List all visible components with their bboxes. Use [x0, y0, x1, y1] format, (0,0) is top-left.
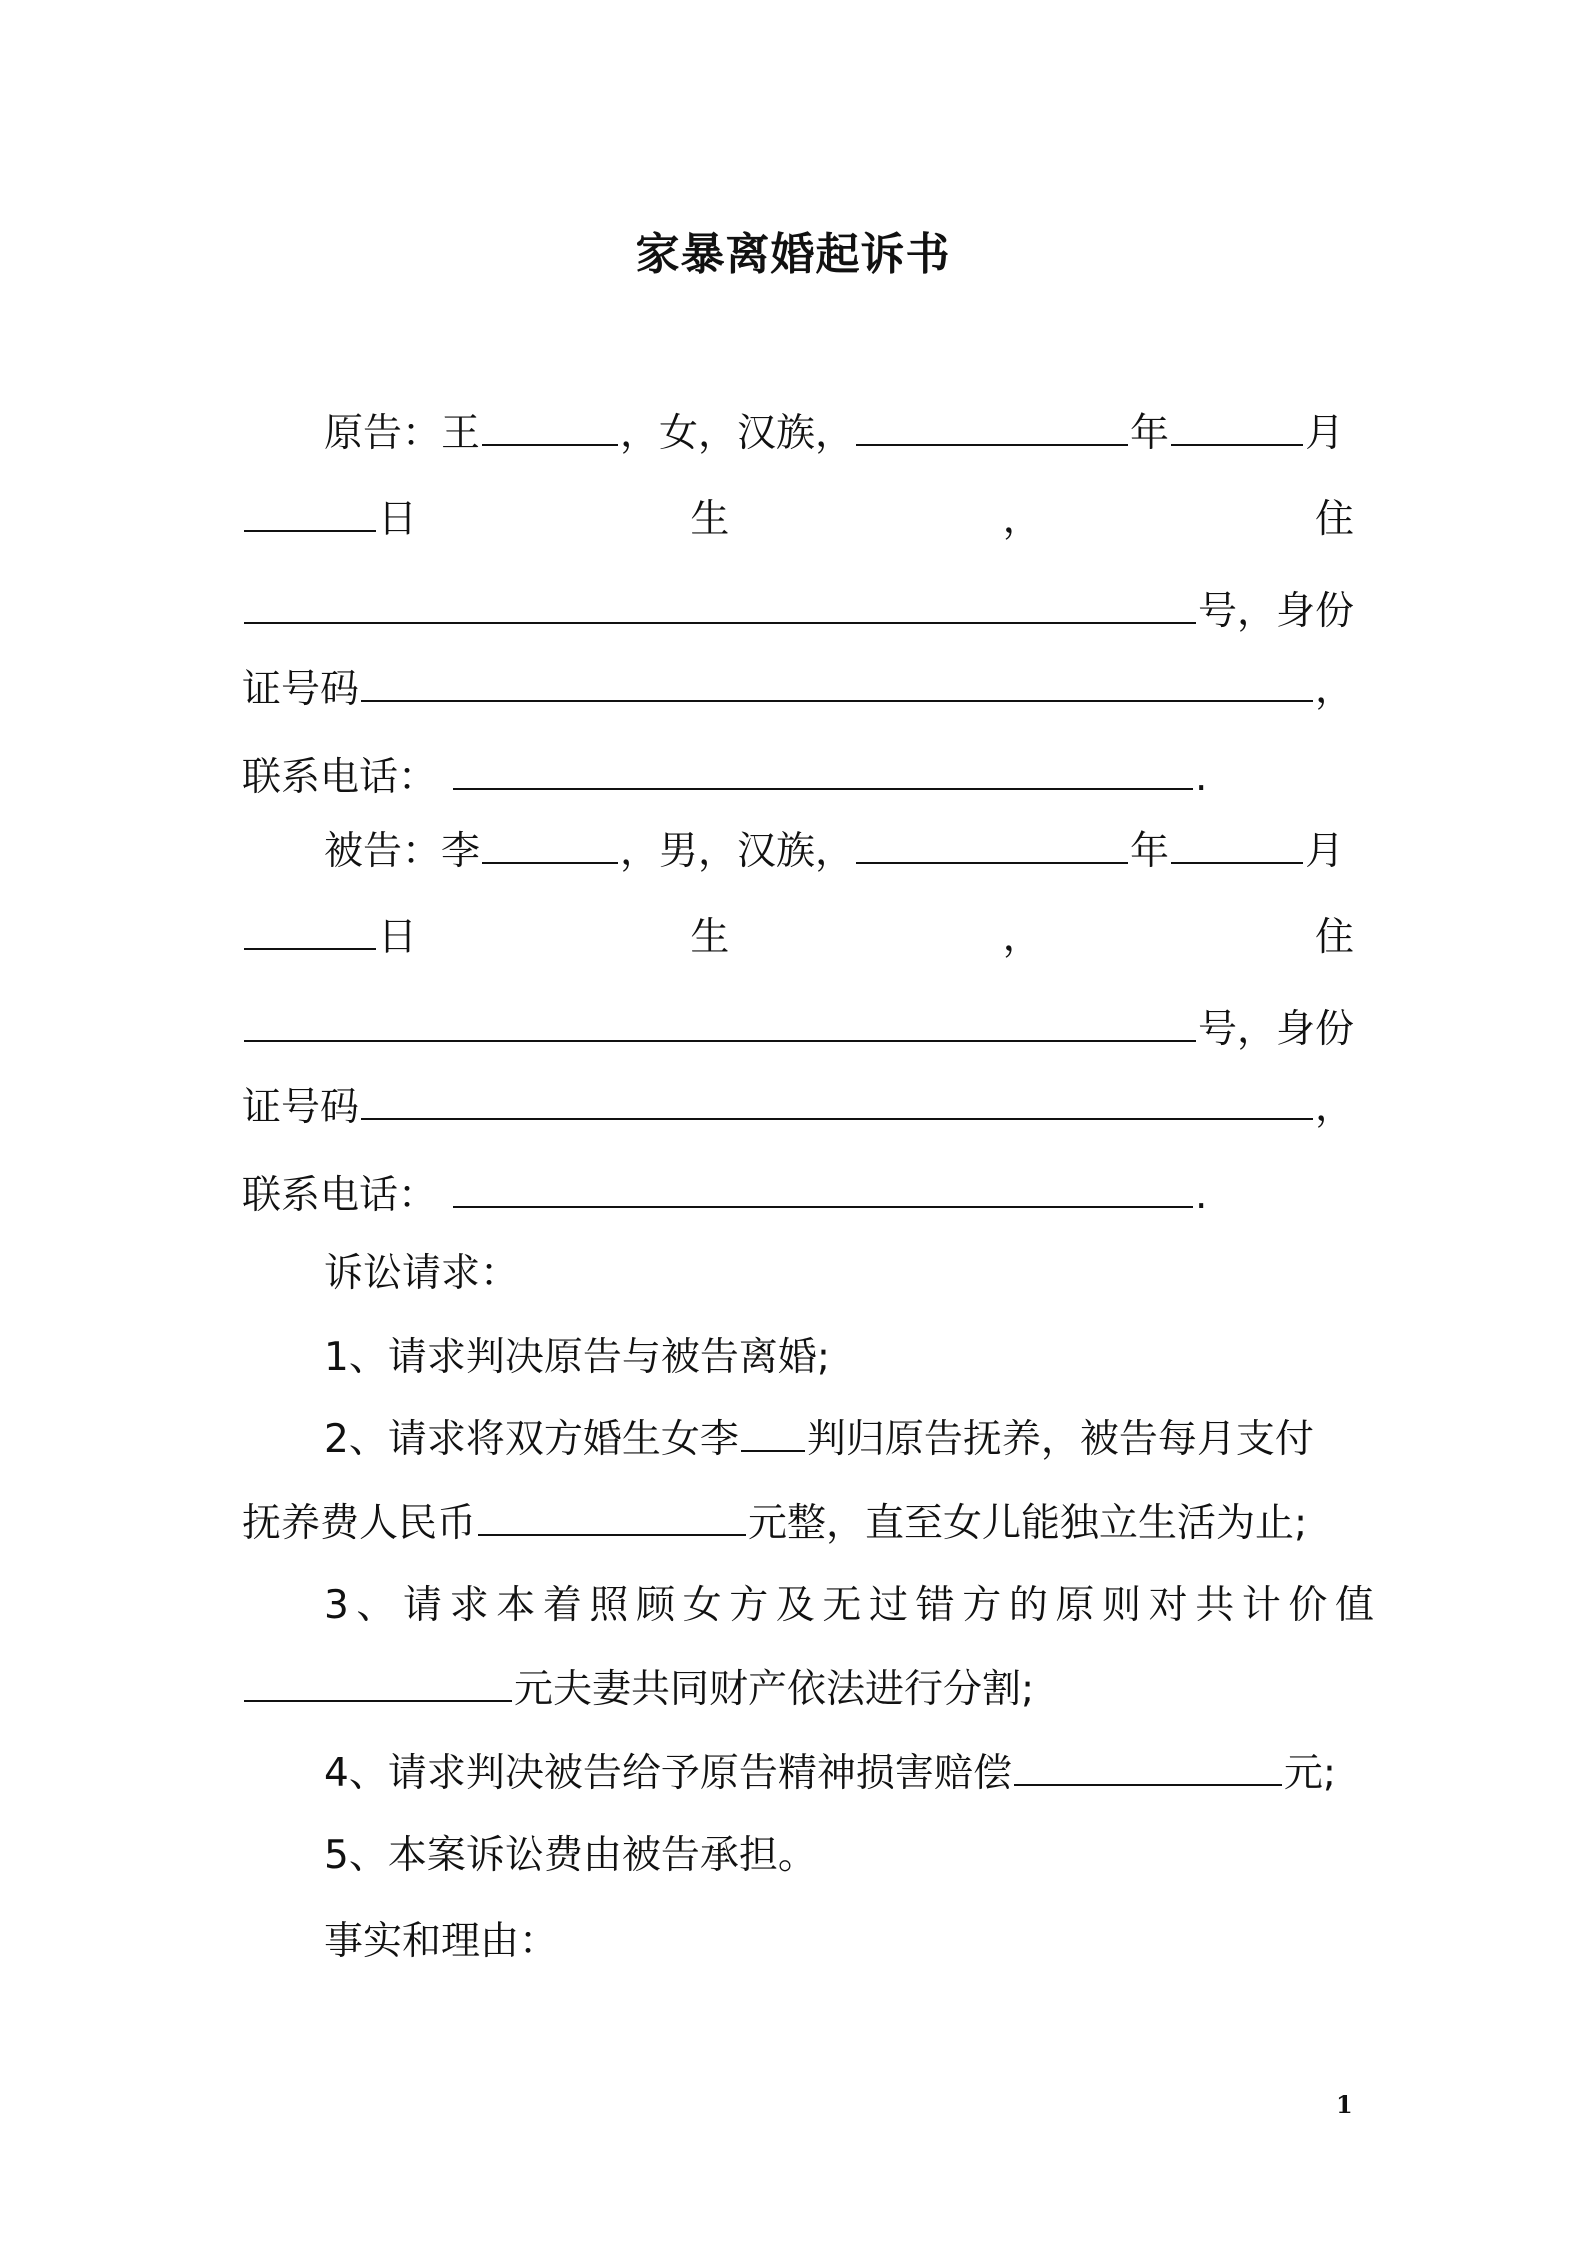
- plaintiff-born-label: 生: [690, 497, 730, 542]
- defendant-phone-label: 联系电话：: [242, 1173, 438, 1218]
- defendant-month-label: 月: [1305, 829, 1345, 874]
- plaintiff-surname: 王: [441, 411, 481, 456]
- defendant-line-5: [242, 1166, 1354, 1226]
- claim-3-line-1: 3、请求本着照顾女方及无过错方的原则对共计价值: [324, 1583, 1382, 1628]
- plaintiff-gender: ，女，汉族，: [620, 411, 855, 456]
- plaintiff-id-blank[interactable]: [361, 664, 1313, 702]
- plaintiff-line-4: [242, 660, 1354, 720]
- defendant-line-3: [242, 1000, 1354, 1060]
- plaintiff-line-2: [242, 490, 1354, 550]
- plaintiff-id-label: 证号码: [242, 667, 360, 712]
- defendant-day-label: 日: [378, 915, 418, 960]
- defendant-year-blank[interactable]: [856, 826, 1128, 864]
- defendant-comma: ，: [1002, 915, 1042, 960]
- claim-5: 5、本案诉讼费由被告承担。: [324, 1833, 817, 1878]
- plaintiff-year-blank[interactable]: [856, 408, 1128, 446]
- claim-4-text-b: 元;: [1283, 1751, 1336, 1796]
- plaintiff-line-1: [242, 404, 1354, 464]
- defendant-day-blank[interactable]: [244, 912, 376, 950]
- damages-amount-blank[interactable]: [1014, 1748, 1282, 1786]
- plaintiff-year-label: 年: [1130, 411, 1170, 456]
- defendant-house-label: 号，身份: [1197, 1007, 1354, 1052]
- page-number: 1: [1336, 2090, 1353, 2119]
- claim-2-text-d: 元整，直至女儿能独立生活为止;: [748, 1501, 1308, 1546]
- defendant-live-label: 住: [1314, 915, 1354, 960]
- claim-4-text-a: 4、请求判决被告给予原告精神损害赔偿: [324, 1751, 1012, 1796]
- defendant-phone-blank[interactable]: [453, 1170, 1193, 1208]
- plaintiff-house-label: 号，身份: [1197, 589, 1354, 634]
- plaintiff-id-end: ，: [1314, 667, 1354, 712]
- defendant-line-2: [242, 908, 1354, 968]
- claim-2-line-1: [242, 1410, 1354, 1470]
- plaintiff-label: 原告：: [324, 411, 442, 456]
- defendant-address-blank[interactable]: [244, 1004, 1196, 1042]
- plaintiff-address-blank[interactable]: [244, 586, 1196, 624]
- property-value-blank[interactable]: [244, 1664, 512, 1702]
- claim-2-text-b: 判归原告抚养，被告每月支付: [806, 1417, 1314, 1462]
- claim-3-line-2: [242, 1660, 1354, 1720]
- claim-4: [242, 1744, 1354, 1804]
- plaintiff-phone-blank[interactable]: [453, 752, 1193, 790]
- defendant-year-label: 年: [1130, 829, 1170, 874]
- plaintiff-day-blank[interactable]: [244, 494, 376, 532]
- plaintiff-phone-label: 联系电话：: [242, 755, 438, 800]
- plaintiff-phone-end: .: [1195, 755, 1208, 800]
- claim-2-text-a: 2、请求将双方婚生女李: [324, 1417, 739, 1462]
- plaintiff-day-label: 日: [378, 497, 418, 542]
- defendant-phone-end: .: [1195, 1173, 1208, 1218]
- defendant-label: 被告：: [324, 829, 442, 874]
- claim-3-text-b: 元夫妻共同财产依法进行分割;: [514, 1667, 1035, 1712]
- defendant-id-label: 证号码: [242, 1085, 360, 1130]
- defendant-line-1: [242, 822, 1354, 882]
- defendant-line-4: [242, 1078, 1354, 1138]
- defendant-born-label: 生: [690, 915, 730, 960]
- defendant-surname: 李: [441, 829, 481, 874]
- daughter-name-blank[interactable]: [741, 1414, 805, 1452]
- claims-heading: 诉讼请求：: [324, 1251, 520, 1296]
- plaintiff-month-label: 月: [1305, 411, 1345, 456]
- claim-1: 1、请求判决原告与被告离婚;: [324, 1335, 830, 1380]
- defendant-gender: ，男，汉族，: [620, 829, 855, 874]
- plaintiff-live-label: 住: [1314, 497, 1354, 542]
- claim-2-line-2: [242, 1494, 1354, 1554]
- defendant-name-blank[interactable]: [482, 826, 618, 864]
- defendant-id-end: ，: [1314, 1085, 1354, 1130]
- plaintiff-line-5: [242, 748, 1354, 808]
- plaintiff-comma: ，: [1002, 497, 1042, 542]
- defendant-month-blank[interactable]: [1171, 826, 1303, 864]
- document-title: 家暴离婚起诉书: [635, 229, 951, 280]
- plaintiff-month-blank[interactable]: [1171, 408, 1303, 446]
- support-amount-blank[interactable]: [478, 1498, 746, 1536]
- defendant-id-blank[interactable]: [361, 1082, 1313, 1120]
- facts-heading: 事实和理由：: [324, 1919, 559, 1964]
- plaintiff-name-blank[interactable]: [482, 408, 618, 446]
- plaintiff-line-3: [242, 582, 1354, 642]
- claim-2-text-c: 抚养费人民币: [242, 1501, 477, 1546]
